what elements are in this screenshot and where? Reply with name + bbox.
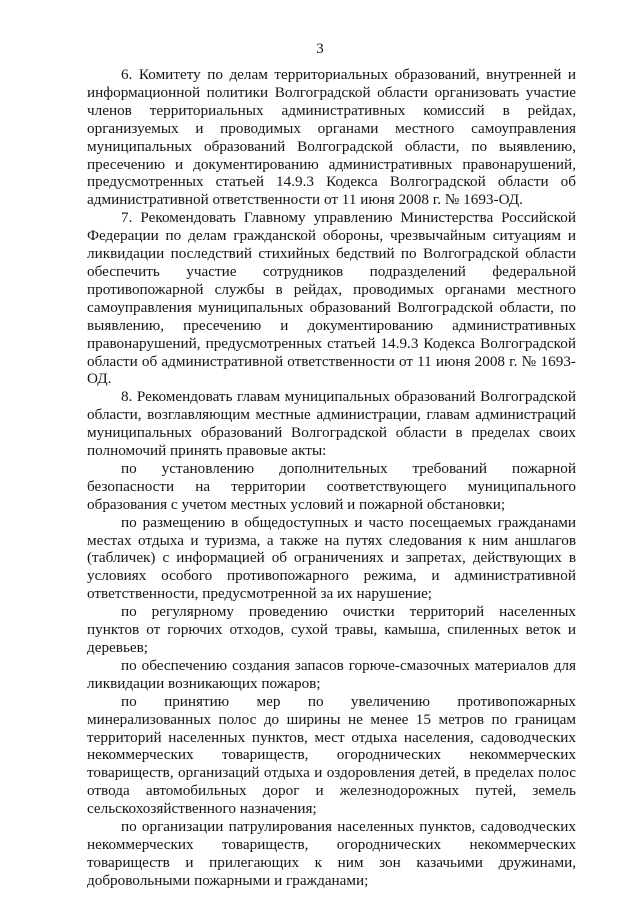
paragraph-item-6: 6. Комитету по делам территориальных образований, внутренней и информационной политики Волгоградской области организовать участие членов территориальных административных комиссий в рейдах, организуемых и проводимых органами местного самоуправления муниципальных образований Волгоградской области, по выявлению, пресечению и документированию административных правонарушений, предусмотренных статьей 14.9.3 Кодекса Волгоградской области об административной ответственности от 11 июня 2008 г. № 1693-ОД. (87, 66, 576, 209)
paragraph-fuel-reserves: по обеспечению создания запасов горюче-смазочных материалов для ликвидации возникающих пожаров; (87, 656, 576, 692)
page-number: 3 (316, 41, 324, 57)
paragraph-warning-signs: по размещению в общедоступных и часто посещаемых гражданами местах отдыха и туризма, а также на путях следования к ним аншлагов (табличек) с информацией об ограничениях и запретах, действующих в условиях особого противопожарного режима, и административной ответственности, предусмотренной за их нарушение; (87, 513, 576, 603)
paragraph-patrols: по организации патрулирования населенных пунктов, садоводческих некоммерческих товариществ, огороднических некоммерческих товариществ и прилегающих к ним зон казачьими дружинами, добровольными пожарными и гражданами; (87, 818, 576, 889)
paragraph-item-7: 7. Рекомендовать Главному управлению Министерства Российской Федерации по делам гражданской обороны, чрезвычайным ситуациям и ликвидации последствий стихийных бедствий по Волгоградской области обеспечить участие сотрудников подразделений федеральной противопожарной службы в рейдах, проводимых органами местного самоуправления муниципальных образований Волгоградской области, по выявлению, пресечению и документированию административных правонарушений, предусмотренных статьей 14.9.3 Кодекса Волгоградской области об административной ответственности от 11 июня 2008 г. № 1693-ОД. (87, 209, 576, 388)
document-body (87, 66, 576, 890)
paragraph-firebreak-strips: по принятию мер по увеличению противопожарных минерализованных полос до ширины не менее 15 метров по границам территорий населенных пунктов, мест отдыха населения, садоводческих некоммерческих товариществ, огороднических некоммерческих товариществ, организаций отдыха и оздоровления детей, в пределах полос отвода автомобильных дорог и железнодорожных путей, земель сельскохозяйственного назначения; (87, 692, 576, 818)
paragraph-item-8: 8. Рекомендовать главам муниципальных образований Волгоградской области, возглавляющим местные администрации, главам администраций муниципальных образований Волгоградской области в пределах своих полномочий принять правовые акты: (87, 388, 576, 460)
paragraph-fire-safety-requirements: по установлению дополнительных требований пожарной безопасности на территории соответствующего муниципального образования с учетом местных условий и пожарной обстановки; (87, 459, 576, 513)
paragraph-territory-cleaning: по регулярному проведению очистки территорий населенных пунктов от горючих отходов, сухой травы, камыша, спиленных веток и деревьев; (87, 603, 576, 656)
